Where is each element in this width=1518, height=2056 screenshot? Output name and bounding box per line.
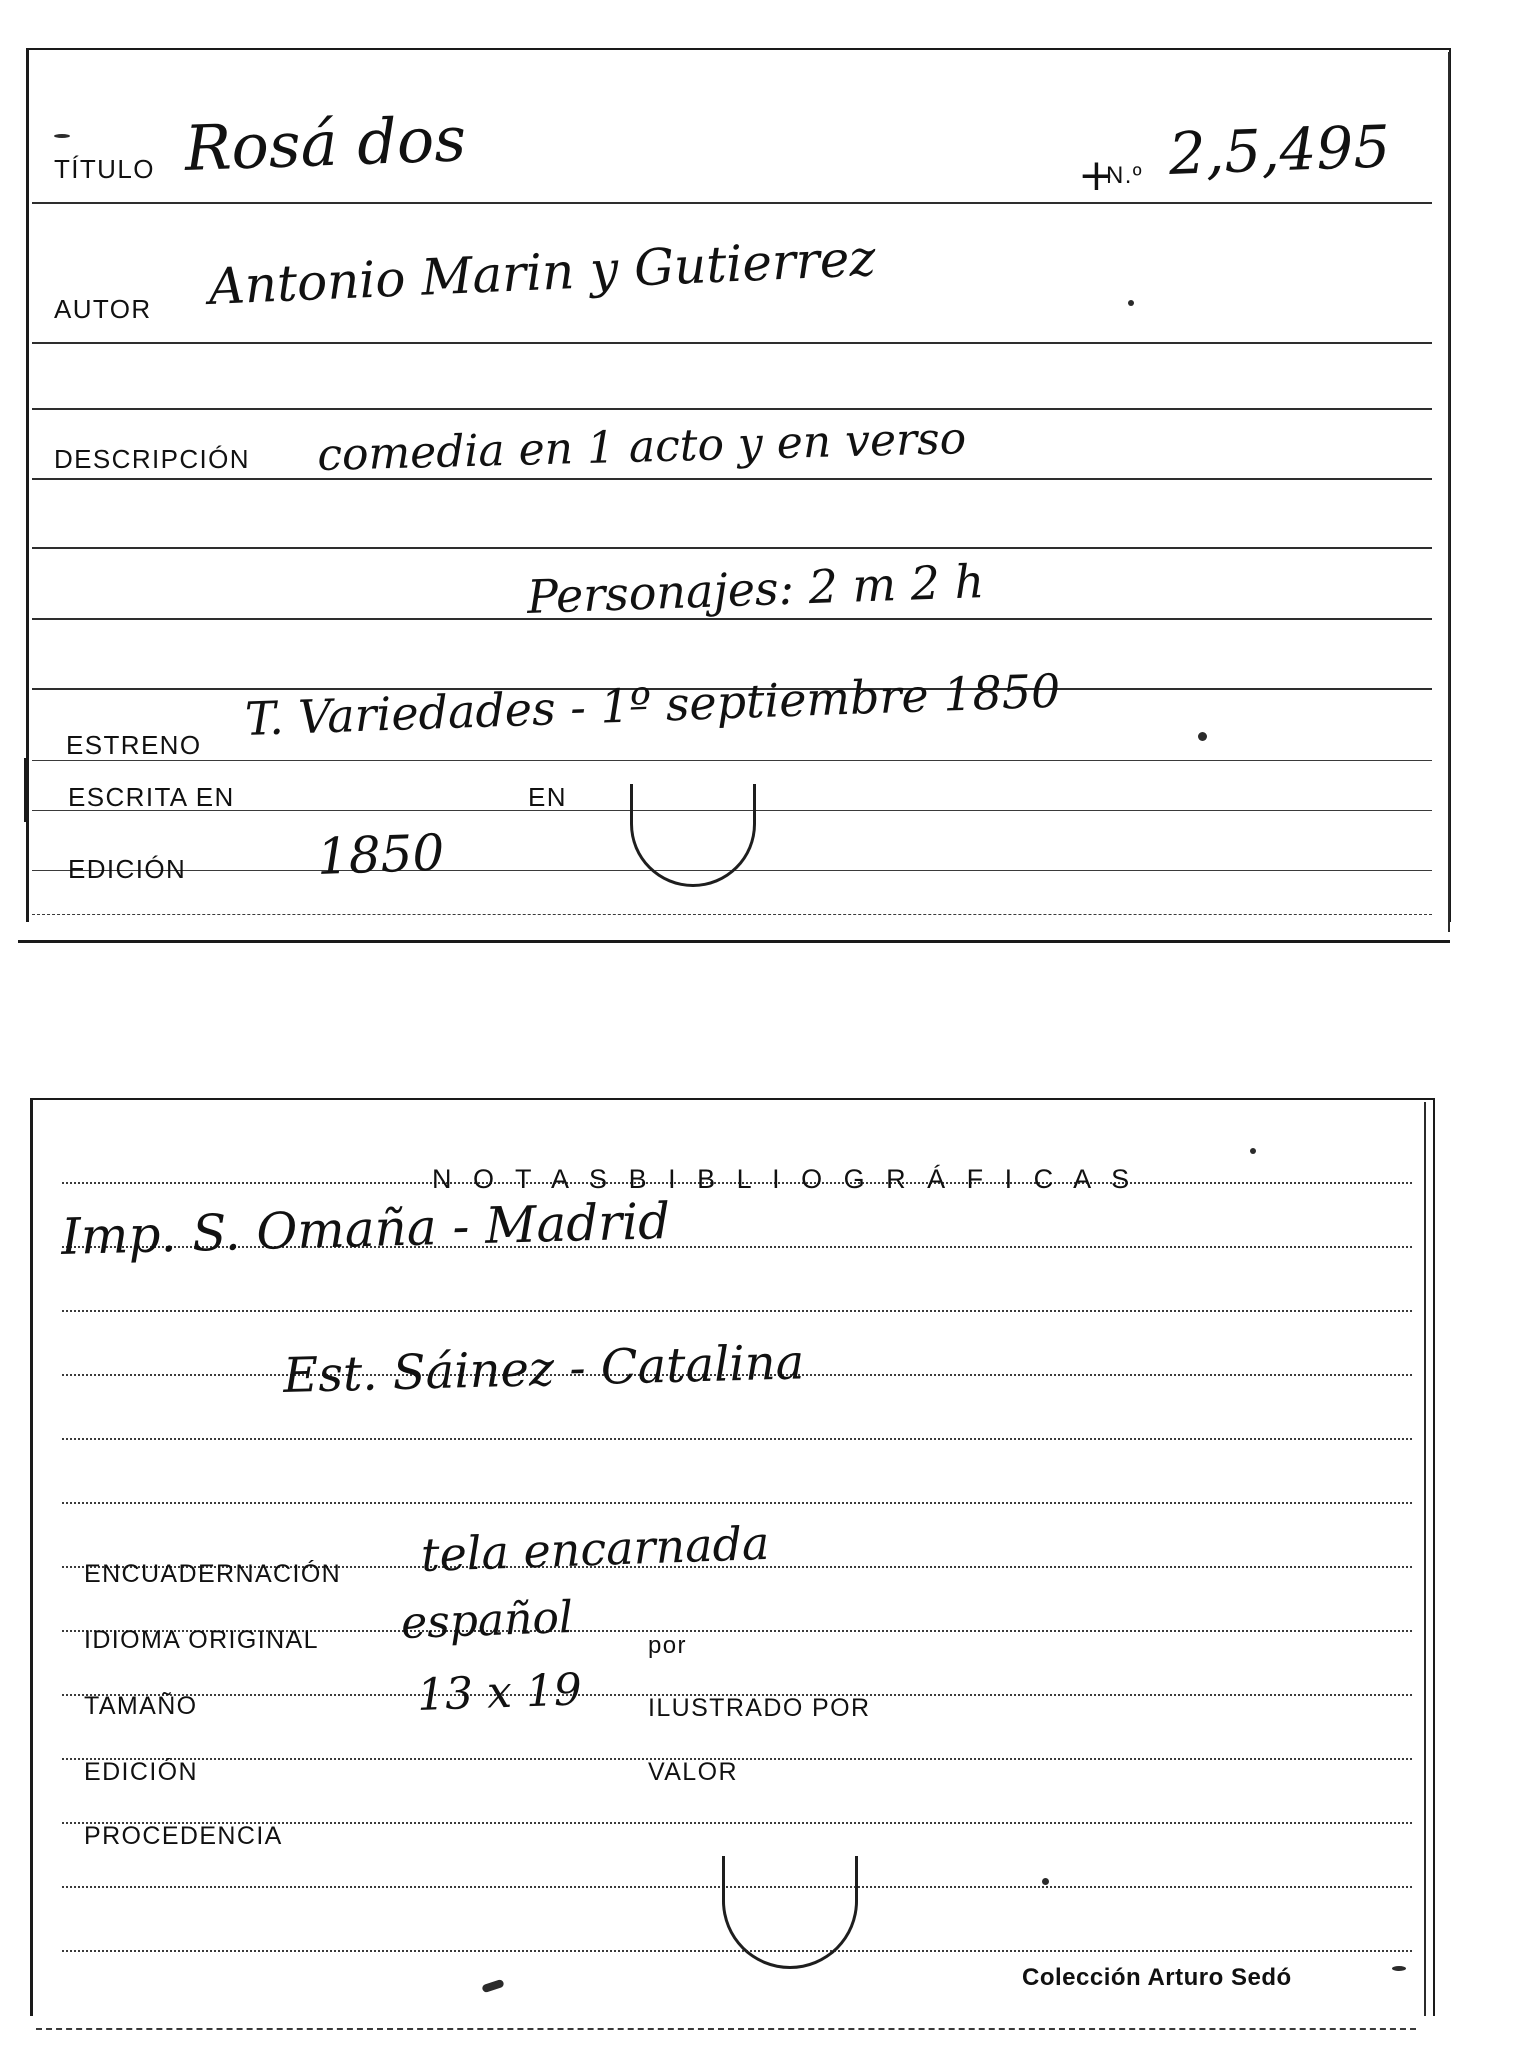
value-nota-linea2: Est. Sáinez - Catalina — [282, 1334, 805, 1404]
rule-line — [32, 408, 1432, 410]
rule-line — [32, 760, 1432, 761]
label-numero: N.º — [1106, 162, 1143, 189]
label-escrita-en: ESCRITA EN — [68, 782, 235, 812]
label-titulo: TÍTULO — [54, 154, 155, 184]
rule-line — [62, 1950, 1412, 1952]
notes-heading: N O T A S B I B L I O G R Á F I C A S — [432, 1164, 1137, 1194]
rule-line — [62, 1310, 1412, 1312]
catalog-card-front — [18, 42, 1450, 962]
label-encuadernacion: ENCUADERNACIÓN — [84, 1560, 342, 1588]
label-edicion-back: EDICIÓN — [84, 1758, 198, 1786]
rule-line — [32, 342, 1432, 344]
card-back-right-edge — [1424, 1102, 1426, 2016]
label-estreno: ESTRENO — [66, 730, 202, 760]
label-por: por — [648, 1632, 687, 1659]
rule-line — [32, 478, 1432, 480]
label-descripcion: DESCRIPCIÓN — [54, 444, 250, 474]
card-front-right-edge — [1448, 52, 1450, 932]
label-idioma-original: IDIOMA ORIGINAL — [84, 1626, 319, 1654]
scan-speck — [1198, 732, 1207, 741]
value-numero: 2,5,495 — [1167, 112, 1392, 188]
card-front-left-tick — [24, 758, 27, 822]
label-ilustrado-por: ILUSTRADO POR — [648, 1694, 871, 1722]
rule-line — [32, 547, 1432, 549]
label-procedencia: PROCEDENCIA — [84, 1822, 283, 1850]
rule-line-dashed — [32, 914, 1432, 915]
scan-speck — [1250, 1148, 1256, 1154]
collection-footer: Colección Arturo Sedó — [1022, 1964, 1292, 1991]
card-back-bottom-edge — [36, 2028, 1416, 2030]
rule-line — [62, 1502, 1412, 1504]
card-front-bottom-rule — [18, 940, 1450, 943]
scan-speck — [1392, 1966, 1406, 1971]
label-edicion: EDICIÓN — [68, 854, 187, 884]
label-valor: VALOR — [648, 1758, 738, 1786]
scan-speck — [1042, 1878, 1049, 1885]
value-encuadernacion: tela encarnada — [420, 1515, 771, 1582]
label-en: EN — [528, 782, 567, 812]
value-descripcion-line2: Personajes: 2 m 2 h — [526, 554, 986, 624]
value-tamano: 13 x 19 — [416, 1664, 583, 1721]
plus-mark-icon: + — [1078, 150, 1115, 201]
value-descripcion: comedia en 1 acto y en verso — [316, 413, 967, 481]
value-idioma-original: español — [400, 1592, 574, 1649]
rule-line — [32, 618, 1432, 620]
value-autor: Antonio Marin y Gutierrez — [207, 228, 877, 316]
scan-speck — [1128, 300, 1134, 306]
value-nota-linea1: Imp. S. Omaña - Madrid — [60, 1192, 671, 1266]
scan-speck — [54, 134, 70, 138]
value-edicion: 1850 — [315, 823, 446, 886]
value-estreno: T. Variedades - 1º septiembre 1850 — [244, 663, 1062, 746]
rule-line — [32, 202, 1432, 204]
value-titulo: Rosá dos — [183, 102, 468, 185]
rule-line — [62, 1438, 1412, 1440]
label-autor: AUTOR — [54, 294, 152, 324]
label-tamano: TAMAÑO — [84, 1692, 198, 1720]
catalog-card-back — [22, 1098, 1446, 2038]
